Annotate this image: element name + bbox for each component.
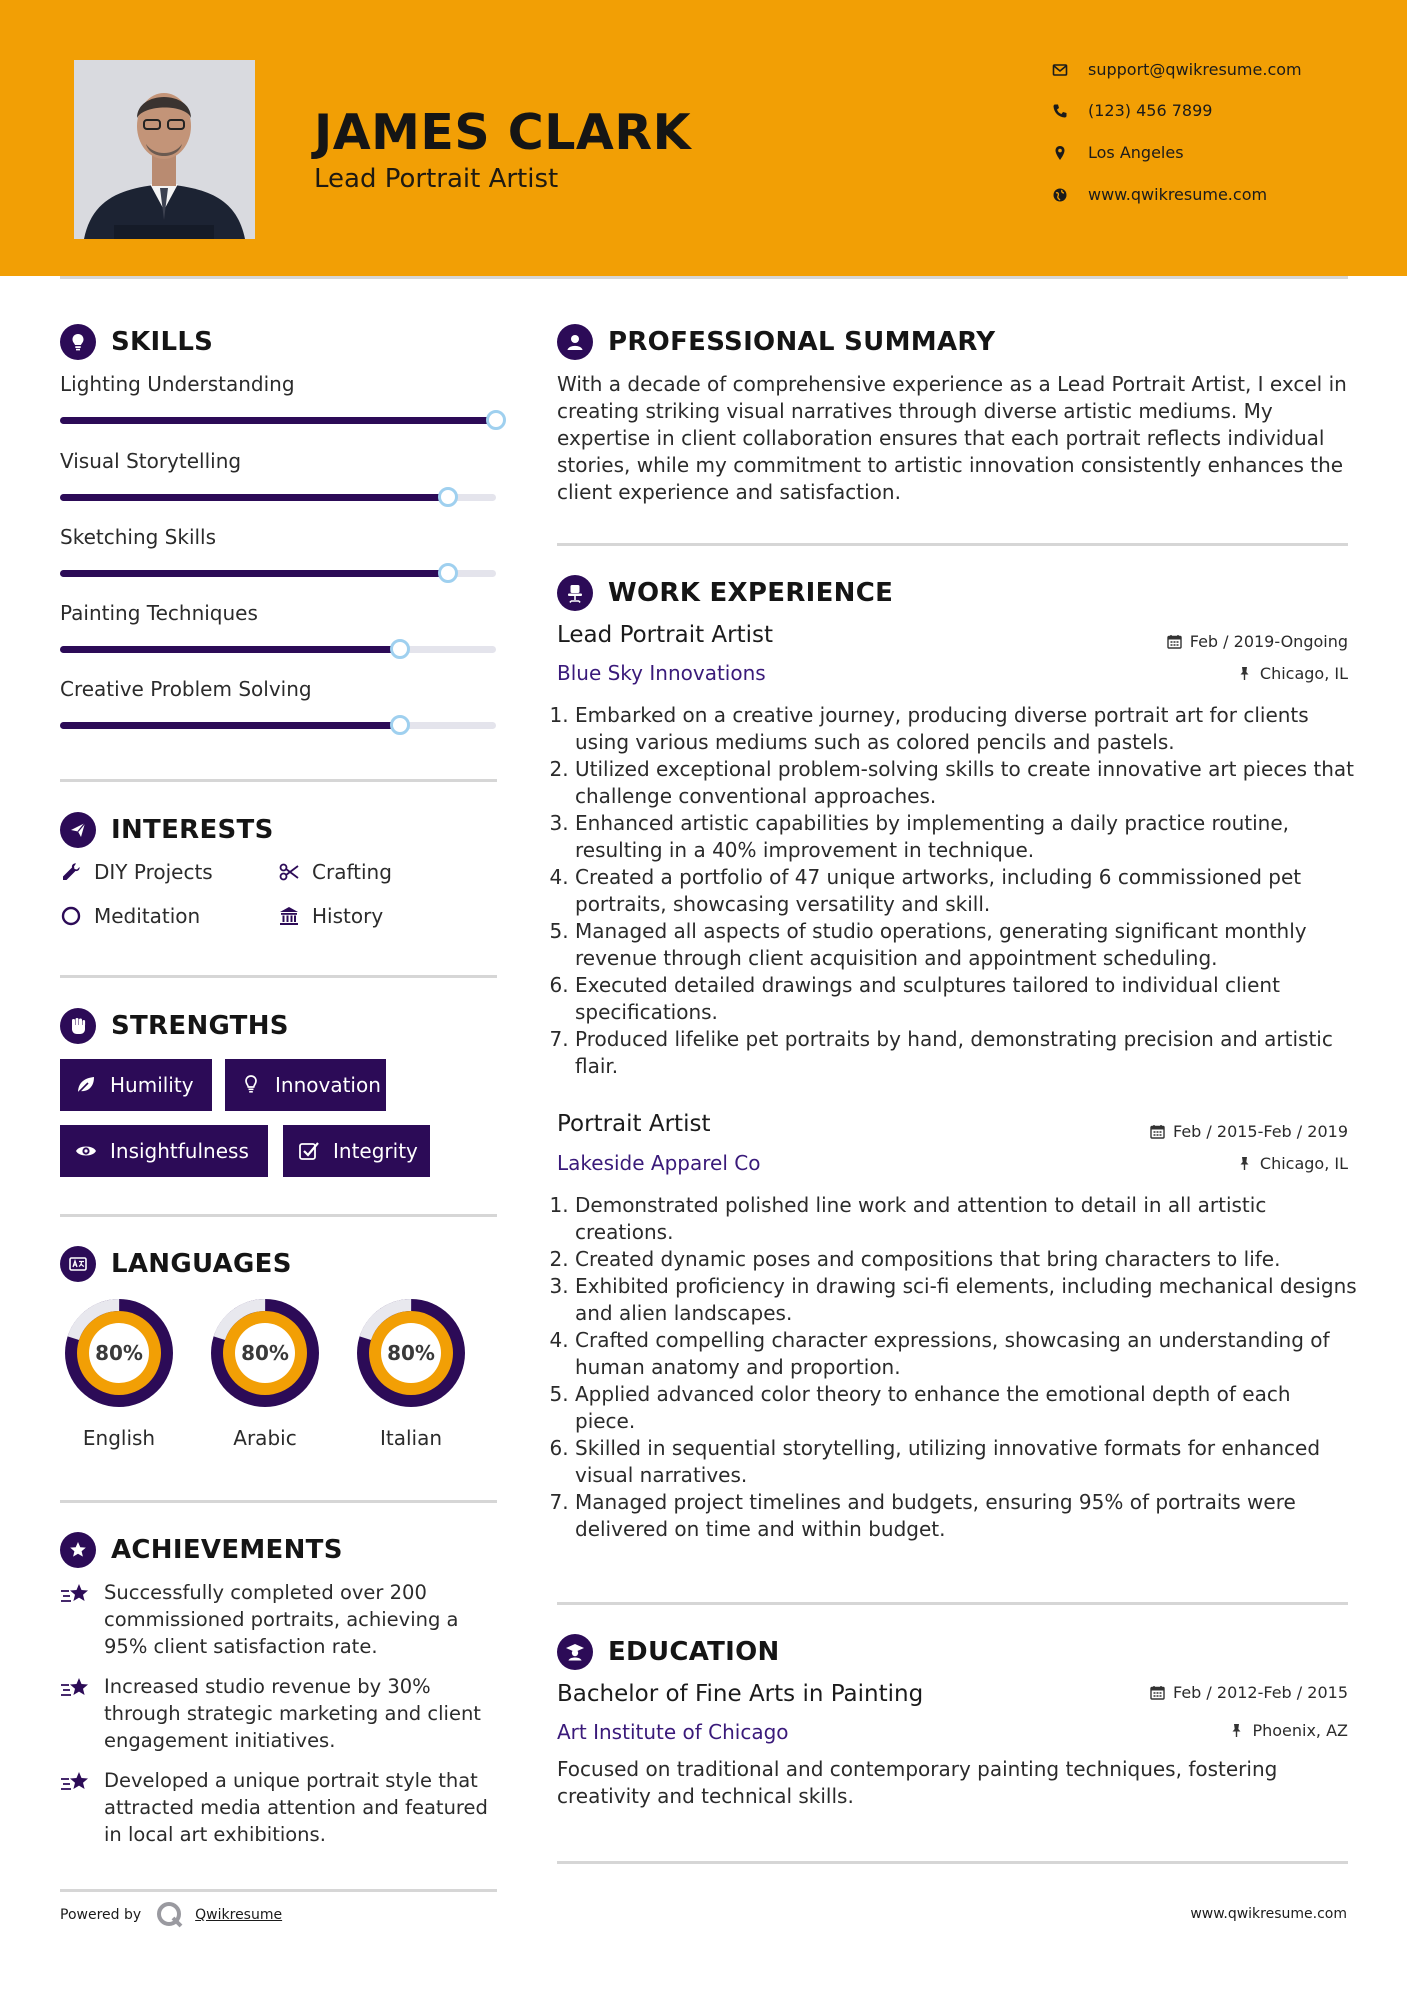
job-bullet: 5. Managed all aspects of studio operations, generating significant monthly revenue through client acquisition and appointment scheduling. <box>575 918 1357 972</box>
skill-label: Sketching Skills <box>60 525 217 549</box>
contact-email <box>1052 60 1302 79</box>
summary-heading <box>557 324 995 360</box>
job-bullet: 4. Created a portfolio of 47 unique artworks, including 6 commissioned pet portraits, showcasing versatility and skill. <box>575 864 1357 918</box>
job-bullet: 6. Skilled in sequential storytelling, utilizing innovative formats for enhanced visual narratives. <box>575 1435 1357 1489</box>
shooting-star-icon <box>60 1581 92 1609</box>
wrench-icon <box>60 861 82 883</box>
job-dates: Feb / 2015-Feb / 2019 <box>1150 1122 1348 1141</box>
strength-badge: Integrity <box>283 1125 430 1177</box>
language-donut <box>58 1292 180 1414</box>
pushpin-icon <box>1237 1156 1252 1171</box>
education-text: Focused on traditional and contemporary painting techniques, fostering creativity and technical skills. <box>557 1757 1278 1808</box>
summary-title: PROFESSIONAL SUMMARY <box>608 327 996 357</box>
fist-icon <box>60 1008 96 1044</box>
achievement-item: Developed a unique portrait style that attracted media attention and featured in local art exhibitions. <box>60 1767 500 1848</box>
chair-icon <box>557 575 593 611</box>
experience-heading <box>557 575 893 611</box>
skill-bar <box>60 570 496 577</box>
section-divider <box>60 1214 497 1217</box>
contact-website <box>1052 185 1267 204</box>
calendar-icon <box>1167 634 1182 649</box>
language-item <box>58 1292 180 1450</box>
experience-title: WORK EXPERIENCE <box>608 578 894 608</box>
skills-title: SKILLS <box>111 327 214 357</box>
interest-item: History <box>278 904 383 928</box>
achievement-item: Successfully completed over 200 commissioned portraits, achieving a 95% client satisfaction rate. <box>60 1579 500 1660</box>
phone-icon <box>1052 103 1068 119</box>
strength-badge: Insightfulness <box>60 1125 268 1177</box>
job-bullets <box>557 1192 1357 1543</box>
job-bullet: 5. Applied advanced color theory to enhance the emotional depth of each piece. <box>575 1381 1357 1435</box>
education-school: Art Institute of Chicago <box>557 1720 789 1744</box>
skill-bar <box>60 494 496 501</box>
skill-knob <box>438 487 458 507</box>
education-dates: Feb / 2012-Feb / 2015 <box>1150 1683 1348 1702</box>
skill-bar <box>60 722 496 729</box>
job-location: Chicago, IL <box>1237 664 1348 683</box>
languages-title: LANGUAGES <box>111 1249 292 1279</box>
language-name: Italian <box>379 1426 443 1450</box>
strength-badge: Innovation <box>225 1059 386 1111</box>
eye-icon <box>74 1139 98 1163</box>
footer-powered-by: Powered by Qwikresume <box>60 1900 282 1930</box>
section-divider <box>557 1602 1348 1605</box>
candidate-role: Lead Portrait Artist <box>314 164 559 194</box>
pushpin-icon <box>1237 666 1252 681</box>
strength-badge: Humility <box>60 1059 212 1111</box>
interest-item: Crafting <box>278 860 392 884</box>
interests-heading <box>60 812 274 848</box>
job-dates: Feb / 2019-Ongoing <box>1167 632 1348 651</box>
skill-label: Creative Problem Solving <box>60 677 312 701</box>
shooting-star-icon <box>60 1675 92 1703</box>
calendar-icon <box>1150 1124 1165 1139</box>
education-heading <box>557 1634 780 1670</box>
job-title: Portrait Artist <box>557 1111 711 1137</box>
language-name: English <box>82 1426 156 1450</box>
job-company: Blue Sky Innovations <box>557 661 766 685</box>
job-bullet: 4. Crafted compelling character expressions, showcasing an understanding of human anatomy and proportion. <box>575 1327 1357 1381</box>
interests-title: INTERESTS <box>111 815 274 845</box>
education-degree: Bachelor of Fine Arts in Painting <box>557 1681 924 1707</box>
user-icon <box>557 324 593 360</box>
skill-knob <box>390 639 410 659</box>
contact-location <box>1052 143 1184 162</box>
job-company: Lakeside Apparel Co <box>557 1151 761 1175</box>
job-bullet: 3. Exhibited proficiency in drawing sci-fi elements, including mechanical designs and alien landscapes. <box>575 1273 1357 1327</box>
job-bullet: 6. Executed detailed drawings and sculptures tailored to individual client specifications. <box>575 972 1357 1026</box>
candidate-name: JAMES CLARK <box>314 104 692 161</box>
education-location: Phoenix, AZ <box>1229 1721 1348 1740</box>
skill-knob <box>438 563 458 583</box>
job-bullet: 7. Produced lifelike pet portraits by hand, demonstrating precision and artistic flair. <box>575 1026 1357 1080</box>
section-divider <box>557 543 1348 546</box>
leaf-icon <box>74 1073 98 1097</box>
qwikresume-logo-icon <box>155 1900 185 1930</box>
contact-phone-text[interactable]: (123) 456 7899 <box>1088 101 1213 120</box>
job-title: Lead Portrait Artist <box>557 622 774 648</box>
scissors-icon <box>278 861 300 883</box>
envelope-icon <box>1052 62 1068 78</box>
strengths-heading <box>60 1008 289 1044</box>
lightbulb-icon <box>239 1073 263 1097</box>
map-pin-icon <box>1052 145 1068 161</box>
achievements-heading <box>60 1532 343 1568</box>
job-bullet: 3. Enhanced artistic capabilities by implementing a daily practice routine, resulting in a 40% improvement in technique. <box>575 810 1357 864</box>
svg-text:80%: 80% <box>387 1341 435 1365</box>
svg-text:80%: 80% <box>95 1341 143 1365</box>
paper-plane-icon <box>60 812 96 848</box>
calendar-icon <box>1150 1685 1165 1700</box>
job-bullet: 7. Managed project timelines and budgets, ensuring 95% of portraits were delivered on time and within budget. <box>575 1489 1357 1543</box>
translate-icon <box>60 1246 96 1282</box>
language-donut <box>350 1292 472 1414</box>
skill-label: Lighting Understanding <box>60 372 295 396</box>
skill-knob <box>390 715 410 735</box>
language-item <box>204 1292 326 1450</box>
pushpin-icon <box>1229 1723 1244 1738</box>
section-divider <box>60 1889 497 1892</box>
skill-bar <box>60 646 496 653</box>
skill-label: Painting Techniques <box>60 601 258 625</box>
contact-location-text: Los Angeles <box>1088 143 1184 162</box>
education-title: EDUCATION <box>608 1637 780 1667</box>
section-divider <box>557 1861 1348 1864</box>
achievement-item: Increased studio revenue by 30% through strategic marketing and client engagement initiatives. <box>60 1673 500 1754</box>
profile-photo <box>74 60 255 239</box>
job-bullet: 2. Created dynamic poses and compositions that bring characters to life. <box>575 1246 1357 1273</box>
strengths-title: STRENGTHS <box>111 1011 289 1041</box>
contact-website-text[interactable]: www.qwikresume.com <box>1088 185 1268 204</box>
interest-item: Meditation <box>60 904 200 928</box>
graduate-icon <box>557 1634 593 1670</box>
check-square-icon <box>297 1139 321 1163</box>
interest-item: DIY Projects <box>60 860 213 884</box>
footer-website[interactable]: www.qwikresume.com <box>1190 1906 1347 1922</box>
language-item <box>350 1292 472 1450</box>
footer-brand-link[interactable]: Qwikresume <box>195 1907 283 1923</box>
bank-icon <box>278 905 300 927</box>
languages-heading <box>60 1246 292 1282</box>
section-divider <box>60 1500 497 1503</box>
skill-bar <box>60 417 496 424</box>
section-divider <box>60 975 497 978</box>
skills-heading <box>60 324 213 360</box>
achievements-title: ACHIEVEMENTS <box>111 1535 343 1565</box>
summary-text: With a decade of comprehensive experience as a Lead Portrait Artist, I excel in creating striking visual narratives through diverse artistic mediums. My expertise in client collaboration ensures that each portrait reflects individual stories, while my commitment to artistic innovation consistently enhances the client experience and satisfaction. <box>557 372 1347 504</box>
shooting-star-icon <box>60 1769 92 1797</box>
circle-icon <box>60 905 82 927</box>
contact-email-text[interactable]: support@qwikresume.com <box>1088 60 1302 79</box>
language-donut <box>204 1292 326 1414</box>
section-divider <box>60 779 497 782</box>
job-bullets <box>557 702 1357 1080</box>
lightbulb-icon <box>60 324 96 360</box>
job-bullet: 1. Demonstrated polished line work and attention to detail in all artistic creations. <box>575 1192 1357 1246</box>
header-divider <box>60 276 1348 279</box>
header-band <box>0 0 1407 276</box>
globe-icon <box>1052 187 1068 203</box>
contact-phone <box>1052 101 1212 120</box>
job-bullet: 1. Embarked on a creative journey, producing diverse portrait art for clients using various mediums such as colored pencils and pastels. <box>575 702 1357 756</box>
language-name: Arabic <box>233 1426 297 1450</box>
job-bullet: 2. Utilized exceptional problem-solving skills to create innovative art pieces that challenge conventional approaches. <box>575 756 1357 810</box>
job-location: Chicago, IL <box>1237 1154 1348 1173</box>
skill-label: Visual Storytelling <box>60 449 242 473</box>
skill-knob <box>486 410 506 430</box>
star-badge-icon <box>60 1532 96 1568</box>
svg-text:80%: 80% <box>241 1341 289 1365</box>
